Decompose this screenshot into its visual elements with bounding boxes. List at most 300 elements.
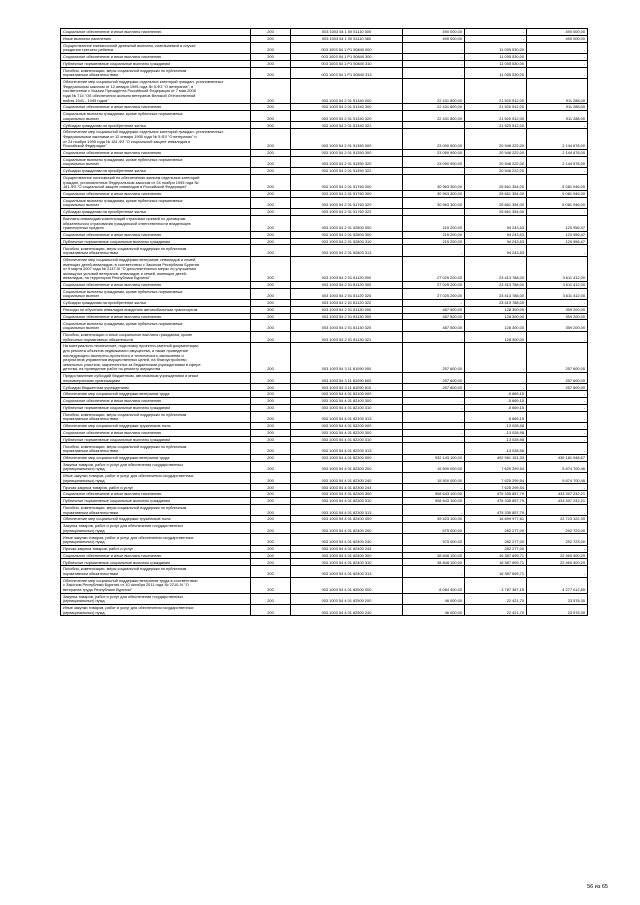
row-budget-code-cell: 003 1003 54 2 01 51760 000 — [291, 174, 403, 190]
row-approved-cell: 27 025 200,00 — [403, 288, 465, 299]
row-admin-code-cell: 200 — [251, 156, 291, 167]
row-approved-cell: - — [403, 331, 465, 342]
row-name-cell: Обеспечение мер социальной поддержки ветеранов труда — [61, 391, 251, 398]
row-executed-cell: 20 946 222,00 — [465, 167, 527, 174]
row-budget-code-cell: 003 1003 54 2 01 51350 320 — [291, 156, 403, 167]
table-row — [61, 398, 588, 405]
row-admin-code-cell: 200 — [251, 522, 291, 533]
row-name-cell: Социальные выплаты гражданам, кроме публичных нормативных социальных выплат — [61, 156, 251, 167]
row-executed-cell: 94 243,53 — [465, 238, 527, 245]
row-admin-code-cell: 200 — [251, 167, 291, 174]
table-row — [61, 174, 588, 190]
row-budget-code-cell: 003 1003 54 2 01 81120 322 — [291, 300, 403, 307]
row-executed-cell: 25 661 354,00 — [465, 174, 527, 190]
row-unexecuted-cell: 257 600,00 — [527, 343, 588, 373]
row-budget-code-cell: 003 1003 54 2 01 52800 310 — [291, 238, 403, 245]
row-name-cell: Социальное обеспечение и иные выплаты населению — [61, 190, 251, 197]
row-executed-cell: - — [465, 384, 527, 391]
table-row — [61, 67, 588, 78]
table-row — [61, 231, 588, 238]
row-admin-code-cell: 200 — [251, 552, 291, 559]
row-admin-code-cell: 200 — [251, 215, 291, 231]
row-unexecuted-cell: 120 956,47 — [527, 238, 588, 245]
row-approved-cell: - — [403, 208, 465, 215]
row-name-cell: Иные закупки товаров, работ и услуг для обеспечения государственных (муниципальных) нужд — [61, 534, 251, 545]
table-row — [61, 60, 588, 67]
table-row — [61, 429, 588, 436]
row-admin-code-cell: 200 — [251, 331, 291, 342]
row-name-cell: Социальные выплаты гражданам, кроме публичных нормативных социальных выплат — [61, 110, 251, 121]
table-row — [61, 423, 588, 430]
row-name-cell: Обеспечение мер социальной поддержки тружеников тыла — [61, 423, 251, 430]
table-row — [61, 208, 588, 215]
row-admin-code-cell: 200 — [251, 604, 291, 615]
table-row — [61, 461, 588, 472]
row-unexecuted-cell: - — [527, 429, 588, 436]
row-unexecuted-cell: 22 460 400,29 — [527, 552, 588, 559]
row-approved-cell: 39 423 100,00 — [403, 516, 465, 523]
table-row — [61, 472, 588, 483]
table-row — [61, 593, 588, 604]
row-budget-code-cell: 003 1003 54 4 01 82100 310 — [291, 404, 403, 411]
row-executed-cell: 11 005 530,00 — [465, 60, 527, 67]
row-admin-code-cell: 200 — [251, 343, 291, 373]
row-admin-code-cell: 200 — [251, 577, 291, 593]
budget-table-body — [61, 29, 588, 616]
row-name-cell: Субсидии гражданам на приобретение жилья — [61, 300, 251, 307]
row-admin-code-cell: 200 — [251, 484, 291, 491]
row-name-cell: Обеспечение мер социальной поддержки ветеранов труда в соответствии с Законом Республики Бурятия от 10 октября 2011 года № 2210-IV "О ветеранах труда Республики Бурятия" — [61, 577, 251, 593]
row-name-cell: Осуществление ежемесячной денежной выплаты, назначаемой в случае рождения третьего ребенка — [61, 42, 251, 53]
table-row — [61, 545, 588, 552]
row-budget-code-cell: 003 1003 54 4 01 82300 300 — [291, 491, 403, 498]
row-executed-cell: 25 661 354,00 — [465, 197, 527, 208]
table-row — [61, 156, 588, 167]
row-budget-code-cell: 003 1003 54 1 P1 50840 310 — [291, 60, 403, 67]
table-row — [61, 534, 588, 545]
row-budget-code-cell: 003 1003 54 4 01 82100 000 — [291, 391, 403, 398]
table-row — [61, 384, 588, 391]
table-row — [61, 454, 588, 461]
row-budget-code-cell: 003 1003 54 2 01 51340 300 — [291, 104, 403, 111]
row-executed-cell: 94 243,53 — [465, 245, 527, 256]
row-admin-code-cell: 200 — [251, 443, 291, 454]
row-budget-code-cell: 003 1003 54 2 01 52800 300 — [291, 231, 403, 238]
row-unexecuted-cell: - — [527, 300, 588, 307]
row-admin-code-cell: 200 — [251, 373, 291, 384]
row-approved-cell: 908 643 100,00 — [403, 491, 465, 498]
row-executed-cell: 20 946 222,00 — [465, 149, 527, 156]
table-row — [61, 104, 588, 111]
row-name-cell: Пособия, компенсации, меры социальной поддержки по публичным нормативным обязательствам — [61, 443, 251, 454]
row-admin-code-cell: 200 — [251, 472, 291, 483]
row-executed-cell: 282 277,00 — [465, 534, 527, 545]
row-budget-code-cell: 003 1003 54 4 01 82400 200 — [291, 522, 403, 533]
row-admin-code-cell: 200 — [251, 35, 291, 42]
row-executed-cell: 128 300,00 — [465, 320, 527, 331]
table-row — [61, 197, 588, 208]
row-admin-code-cell: 200 — [251, 391, 291, 398]
row-unexecuted-cell: - — [527, 398, 588, 405]
row-executed-cell: 20 946 222,00 — [465, 129, 527, 150]
row-approved-cell: 487 500,00 — [403, 313, 465, 320]
row-unexecuted-cell: 22 723 122,39 — [527, 516, 588, 523]
row-name-cell: Социальное обеспечение и иные выплаты населению — [61, 491, 251, 498]
table-row — [61, 149, 588, 156]
row-budget-code-cell: 003 1003 54 1 P1 50840 313 — [291, 67, 403, 78]
row-approved-cell: 27 025 200,00 — [403, 256, 465, 281]
row-unexecuted-cell: 257 600,00 — [527, 384, 588, 391]
row-unexecuted-cell: 2 144 678,00 — [527, 149, 588, 156]
row-executed-cell: 16 699 977,61 — [465, 516, 527, 523]
row-unexecuted-cell: 292 723,00 — [527, 522, 588, 533]
row-name-cell: Социальное обеспечение и иные выплаты населению — [61, 29, 251, 36]
row-approved-cell: - — [403, 545, 465, 552]
table-row — [61, 53, 588, 60]
row-admin-code-cell: 200 — [251, 491, 291, 498]
row-executed-cell: -13 028,98 — [465, 436, 527, 443]
table-row — [61, 29, 588, 36]
row-unexecuted-cell: - — [527, 67, 588, 78]
row-admin-code-cell: 200 — [251, 593, 291, 604]
row-admin-code-cell: 200 — [251, 313, 291, 320]
row-admin-code-cell: 200 — [251, 104, 291, 111]
row-name-cell: Расходы по обучению инвалидов вождению автомобильным транспортом — [61, 306, 251, 313]
row-name-cell: Субсидии бюджетным учреждениям — [61, 384, 251, 391]
row-name-cell: Субсидии гражданам на приобретение жилья — [61, 167, 251, 174]
row-name-cell: Обеспечение мер социальной поддержки ветеранов труда — [61, 454, 251, 461]
row-unexecuted-cell: 120 956,47 — [527, 231, 588, 238]
table-row — [61, 552, 588, 559]
row-approved-cell: 30 963 300,00 — [403, 174, 465, 190]
row-unexecuted-cell: 359 200,00 — [527, 320, 588, 331]
row-unexecuted-cell: - — [527, 404, 588, 411]
row-budget-code-cell: 003 1003 54 1 P1 50840 000 — [291, 42, 403, 53]
row-name-cell: На материально-технические, подготовку проектно-сметной документации для ремонта объектов недвижимого имущества, а также проведение последующего экспертно-проектного и технического заключения и результатов управления имущественных целей, на благоустройство земельных участков, закрепленных за бюджетными учреждениями в сфере детства, на проведение работ по ремонту имущества — [61, 343, 251, 373]
row-unexecuted-cell: - — [527, 208, 588, 215]
row-executed-cell: 21 520 512,00 — [465, 104, 527, 111]
row-executed-cell: -5 669,15 — [465, 398, 527, 405]
row-unexecuted-cell: - — [527, 122, 588, 129]
row-unexecuted-cell: 5 081 946,00 — [527, 197, 588, 208]
row-unexecuted-cell: 4 277 012,85 — [527, 577, 588, 593]
table-row — [61, 516, 588, 523]
row-approved-cell: 8 064 400,00 — [403, 577, 465, 593]
row-budget-code-cell: 003 1003 54 2 01 51350 000 — [291, 129, 403, 150]
row-budget-code-cell: 003 1003 54 2 01 81120 320 — [291, 288, 403, 299]
row-name-cell: Субсидии гражданам на приобретение жилья — [61, 208, 251, 215]
row-name-cell: Обеспечение мер социальной поддержки отдельных категорий граждан, установленных Федеральным законом от 12 января 1995 года № 5-ФЗ "О ветеранах", в соответствии с Указом Президента Российской Федерации от 7 мая 2008 года № 714 "Об обеспечении жильем ветеранов Великой Отечественной войны 1941 - 1945 годов" — [61, 78, 251, 103]
row-budget-code-cell: 003 1003 54 4 01 82200 300 — [291, 429, 403, 436]
row-budget-code-cell: 003 1003 54 4 01 82200 000 — [291, 423, 403, 430]
row-admin-code-cell: 200 — [251, 497, 291, 504]
row-approved-cell: - — [403, 122, 465, 129]
row-name-cell: Пособия, компенсации, меры социальной поддержки по публичным нормативным обязательствам — [61, 245, 251, 256]
row-approved-cell: 932 143 100,00 — [403, 454, 465, 461]
row-approved-cell: 257 600,00 — [403, 384, 465, 391]
row-approved-cell: 215 200,00 — [403, 215, 465, 231]
row-budget-code-cell: 003 1003 54 4 01 82300 240 — [291, 472, 403, 483]
row-executed-cell: 20 946 222,00 — [465, 156, 527, 167]
row-unexecuted-cell: 3 611 412,00 — [527, 256, 588, 281]
row-approved-cell: 46 000,00 — [403, 604, 465, 615]
row-budget-code-cell: 003 1003 54 4 01 82300 000 — [291, 454, 403, 461]
row-executed-cell: 16 387 699,71 — [465, 559, 527, 566]
row-approved-cell: - — [403, 167, 465, 174]
table-row — [61, 42, 588, 53]
row-budget-code-cell: 003 1003 54 2 01 51350 300 — [291, 149, 403, 156]
row-name-cell: Социальное обеспечение и иные выплаты населению — [61, 149, 251, 156]
page-number: 56 из 65 — [587, 884, 608, 890]
row-approved-cell: - — [403, 391, 465, 398]
row-executed-cell: 282 277,00 — [465, 522, 527, 533]
row-approved-cell: - — [403, 566, 465, 577]
row-executed-cell: 25 661 354,00 — [465, 208, 527, 215]
row-approved-cell: - — [403, 411, 465, 422]
row-budget-code-cell: 003 1003 54 4 01 82300 313 — [291, 504, 403, 515]
row-unexecuted-cell: 911 288,00 — [527, 104, 588, 111]
row-budget-code-cell: 003 1003 54 2 01 81130 320 — [291, 320, 403, 331]
row-budget-code-cell: 003 1003 54 2 01 81130 300 — [291, 313, 403, 320]
row-budget-code-cell: 003 1003 54 2 01 81120 300 — [291, 281, 403, 288]
row-budget-code-cell: 003 1003 54 2 01 51340 000 — [291, 78, 403, 103]
row-approved-cell: - — [403, 398, 465, 405]
row-executed-cell: 16 387 699,71 — [465, 552, 527, 559]
row-approved-cell: - — [403, 60, 465, 67]
row-unexecuted-cell: 5 081 946,00 — [527, 190, 588, 197]
row-admin-code-cell: 200 — [251, 288, 291, 299]
row-approved-cell: 490 000,00 — [403, 29, 465, 36]
row-unexecuted-cell: 433 307 242,21 — [527, 497, 588, 504]
row-approved-cell: 575 000,00 — [403, 522, 465, 533]
table-row — [61, 391, 588, 398]
row-name-cell: Публичные нормативные социальные выплаты гражданам — [61, 404, 251, 411]
row-name-cell: Иные выплаты населению — [61, 35, 251, 42]
table-row — [61, 491, 588, 498]
row-unexecuted-cell: 911 288,00 — [527, 110, 588, 121]
row-name-cell: Закупка товаров, работ и услуг для обеспечения государственных (муниципальных) нужд — [61, 522, 251, 533]
row-approved-cell: 15 500 000,00 — [403, 472, 465, 483]
row-name-cell: Осуществление полномочий по обеспечению жильем отдельных категорий граждан, установленных Федеральным законом от 24 ноября 1995 года № 181-ФЗ "О социальной защите инвалидов в Российской Федерации" — [61, 174, 251, 190]
row-approved-cell: 257 600,00 — [403, 343, 465, 373]
row-approved-cell: 38 848 100,00 — [403, 552, 465, 559]
row-name-cell: Иные закупки товаров, работ и услуг для обеспечения государственных (муниципальных) нужд — [61, 472, 251, 483]
row-budget-code-cell: 003 1003 54 4 01 82400 300 — [291, 552, 403, 559]
row-name-cell: Пособия, компенсации, меры социальной поддержки по публичным нормативным обязательствам — [61, 67, 251, 78]
row-unexecuted-cell: - — [527, 42, 588, 53]
row-admin-code-cell: 200 — [251, 190, 291, 197]
row-unexecuted-cell: 257 600,00 — [527, 373, 588, 384]
table-row — [61, 238, 588, 245]
row-admin-code-cell: 200 — [251, 545, 291, 552]
row-executed-cell: 94 243,53 — [465, 215, 527, 231]
row-name-cell: Субсидии гражданам на приобретение жилья — [61, 122, 251, 129]
row-approved-cell: 22 431 800,00 — [403, 78, 465, 103]
row-unexecuted-cell: - — [527, 423, 588, 430]
row-budget-code-cell: 003 1003 54 4 01 82200 310 — [291, 436, 403, 443]
row-budget-code-cell: 003 1003 54 4 01 82400 000 — [291, 516, 403, 523]
row-unexecuted-cell: 5 874 700,46 — [527, 472, 588, 483]
row-unexecuted-cell: - — [527, 545, 588, 552]
row-name-cell: Социальное обеспечение и иные выплаты населению — [61, 313, 251, 320]
row-executed-cell: -5 669,15 — [465, 411, 527, 422]
row-name-cell: Закупка товаров, работ и услуг для обеспечения государственных (муниципальных) нужд — [61, 461, 251, 472]
table-row — [61, 577, 588, 593]
row-admin-code-cell: 200 — [251, 320, 291, 331]
row-budget-code-cell: 003 1003 54 4 01 82500 000 — [291, 577, 403, 593]
row-unexecuted-cell: - — [527, 391, 588, 398]
row-unexecuted-cell: - — [527, 504, 588, 515]
row-admin-code-cell: 200 — [251, 429, 291, 436]
table-row — [61, 313, 588, 320]
row-executed-cell: 11 005 530,00 — [465, 42, 527, 53]
row-admin-code-cell: 200 — [251, 110, 291, 121]
row-budget-code-cell: 003 1003 54 4 01 82300 244 — [291, 484, 403, 491]
row-unexecuted-cell: - — [527, 331, 588, 342]
row-name-cell: Выплаты инвалидам компенсаций страховых премий по договорам обязательного страхования гражданской ответственности владельцев транспортных средств — [61, 215, 251, 231]
row-admin-code-cell: 200 — [251, 300, 291, 307]
table-row — [61, 78, 588, 103]
row-executed-cell: -5 669,15 — [465, 404, 527, 411]
row-admin-code-cell: 200 — [251, 231, 291, 238]
row-executed-cell: 21 520 512,00 — [465, 110, 527, 121]
row-name-cell: Прочая закупка товаров, работ и услуг — [61, 484, 251, 491]
row-executed-cell: 282 277,00 — [465, 545, 527, 552]
table-row — [61, 504, 588, 515]
table-row — [61, 320, 588, 331]
row-approved-cell: 575 000,00 — [403, 534, 465, 545]
row-name-cell: Пособия, компенсации, меры социальной поддержки по публичным нормативным обязательствам — [61, 566, 251, 577]
row-approved-cell: 30 963 300,00 — [403, 190, 465, 197]
table-row — [61, 129, 588, 150]
row-admin-code-cell: 200 — [251, 174, 291, 190]
row-unexecuted-cell: 911 288,00 — [527, 78, 588, 103]
row-budget-code-cell: 003 1003 54 3 11 81090 600 — [291, 373, 403, 384]
table-row — [61, 110, 588, 121]
row-unexecuted-cell: 2 144 678,00 — [527, 129, 588, 150]
row-name-cell: Социальное обеспечение и иные выплаты населению — [61, 231, 251, 238]
row-name-cell: Публичные нормативные социальные выплаты гражданам — [61, 559, 251, 566]
row-unexecuted-cell: 359 200,00 — [527, 306, 588, 313]
row-executed-cell: 23 413 788,00 — [465, 256, 527, 281]
row-executed-cell: 11 005 530,00 — [465, 53, 527, 60]
row-executed-cell: 3 787 387,15 — [465, 577, 527, 593]
row-name-cell: Социальное обеспечение и иные выплаты населению — [61, 429, 251, 436]
row-unexecuted-cell: 23 578,30 — [527, 604, 588, 615]
row-unexecuted-cell: 120 956,47 — [527, 215, 588, 231]
row-budget-code-cell: 003 1003 54 4 01 82300 310 — [291, 497, 403, 504]
row-budget-code-cell: 003 1003 54 4 01 82400 310 — [291, 559, 403, 566]
row-budget-code-cell: 003 1003 54 2 01 51350 322 — [291, 167, 403, 174]
row-executed-cell: 22 421,70 — [465, 593, 527, 604]
row-executed-cell: - — [465, 35, 527, 42]
row-name-cell: Предоставление субсидий бюджетным, автономным учреждениям и иным некоммерческим организациям — [61, 373, 251, 384]
budget-table — [60, 28, 588, 616]
row-executed-cell: - — [465, 343, 527, 373]
table-row — [61, 288, 588, 299]
row-approved-cell: 487 500,00 — [403, 320, 465, 331]
table-row — [61, 281, 588, 288]
row-executed-cell: 492 961 151,33 — [465, 454, 527, 461]
row-budget-code-cell: 003 1003 54 4 01 82400 240 — [291, 534, 403, 545]
row-admin-code-cell: 200 — [251, 29, 291, 36]
table-row — [61, 306, 588, 313]
row-executed-cell: 25 661 354,00 — [465, 190, 527, 197]
row-unexecuted-cell: - — [527, 53, 588, 60]
row-approved-cell: 38 848 100,00 — [403, 559, 465, 566]
row-approved-cell: 908 643 100,00 — [403, 497, 465, 504]
row-name-cell: Обеспечение мер социальной поддержки тружеников тыла — [61, 516, 251, 523]
row-unexecuted-cell: 490 000,00 — [527, 35, 588, 42]
row-executed-cell: 475 335 857,79 — [465, 491, 527, 498]
row-budget-code-cell: 003 1003 54 4 01 82200 313 — [291, 443, 403, 454]
row-executed-cell: 11 005 530,00 — [465, 67, 527, 78]
row-unexecuted-cell: - — [527, 167, 588, 174]
row-admin-code-cell: 200 — [251, 398, 291, 405]
row-executed-cell: 23 413 788,00 — [465, 300, 527, 307]
row-unexecuted-cell: 2 144 678,00 — [527, 156, 588, 167]
row-admin-code-cell: 200 — [251, 256, 291, 281]
row-approved-cell: 215 200,00 — [403, 238, 465, 245]
table-row — [61, 215, 588, 231]
row-admin-code-cell: 200 — [251, 67, 291, 78]
row-admin-code-cell: 200 — [251, 238, 291, 245]
row-admin-code-cell: 200 — [251, 454, 291, 461]
row-admin-code-cell: 200 — [251, 281, 291, 288]
row-approved-cell: - — [403, 404, 465, 411]
row-approved-cell: - — [403, 67, 465, 78]
row-unexecuted-cell: - — [527, 60, 588, 67]
row-budget-code-cell: 003 1003 54 1 00 51110 360 — [291, 35, 403, 42]
row-executed-cell: 21 520 512,00 — [465, 122, 527, 129]
row-admin-code-cell: 200 — [251, 60, 291, 67]
row-budget-code-cell: 003 1003 54 4 01 82300 200 — [291, 461, 403, 472]
row-unexecuted-cell: 5 081 946,00 — [527, 174, 588, 190]
row-admin-code-cell: 200 — [251, 504, 291, 515]
row-unexecuted-cell: 433 307 242,21 — [527, 491, 588, 498]
row-admin-code-cell: 200 — [251, 559, 291, 566]
row-approved-cell: 30 963 300,00 — [403, 197, 465, 208]
row-unexecuted-cell: 292 723,00 — [527, 534, 588, 545]
row-admin-code-cell: 200 — [251, 516, 291, 523]
row-admin-code-cell: 200 — [251, 411, 291, 422]
row-budget-code-cell: 003 1003 54 2 01 81120 000 — [291, 256, 403, 281]
row-approved-cell: 46 000,00 — [403, 593, 465, 604]
table-row — [61, 35, 588, 42]
row-approved-cell: - — [403, 443, 465, 454]
row-approved-cell: - — [403, 245, 465, 256]
row-approved-cell: - — [403, 484, 465, 491]
row-budget-code-cell: 003 1003 54 2 01 51760 322 — [291, 208, 403, 215]
row-approved-cell: 27 025 200,00 — [403, 281, 465, 288]
row-executed-cell: 23 413 788,00 — [465, 281, 527, 288]
row-approved-cell: 22 431 800,00 — [403, 104, 465, 111]
row-executed-cell: 128 300,00 — [465, 306, 527, 313]
row-executed-cell: 128 300,00 — [465, 331, 527, 342]
row-name-cell: Обеспечение мер социальной поддержки ветеранов, инвалидов и семей, имеющих детей-инвалидов, в соответствии с Законом Республики Бурятия от 9 марта 2007 года № 2147-III "О дополнительных мерах по улучшению жилищных условий ветеранов, инвалидов и семей, имеющих детей- инвалидов, на территории Республики Бурятия" — [61, 256, 251, 281]
row-executed-cell: 475 335 857,79 — [465, 504, 527, 515]
row-admin-code-cell: 200 — [251, 53, 291, 60]
row-admin-code-cell: 200 — [251, 384, 291, 391]
row-unexecuted-cell: 439 181 948,67 — [527, 454, 588, 461]
row-approved-cell: 215 200,00 — [403, 231, 465, 238]
row-admin-code-cell: 200 — [251, 197, 291, 208]
row-executed-cell: -13 028,98 — [465, 443, 527, 454]
row-admin-code-cell: 200 — [251, 404, 291, 411]
row-unexecuted-cell: 3 611 412,00 — [527, 281, 588, 288]
row-admin-code-cell: 200 — [251, 129, 291, 150]
row-executed-cell: 94 243,53 — [465, 231, 527, 238]
